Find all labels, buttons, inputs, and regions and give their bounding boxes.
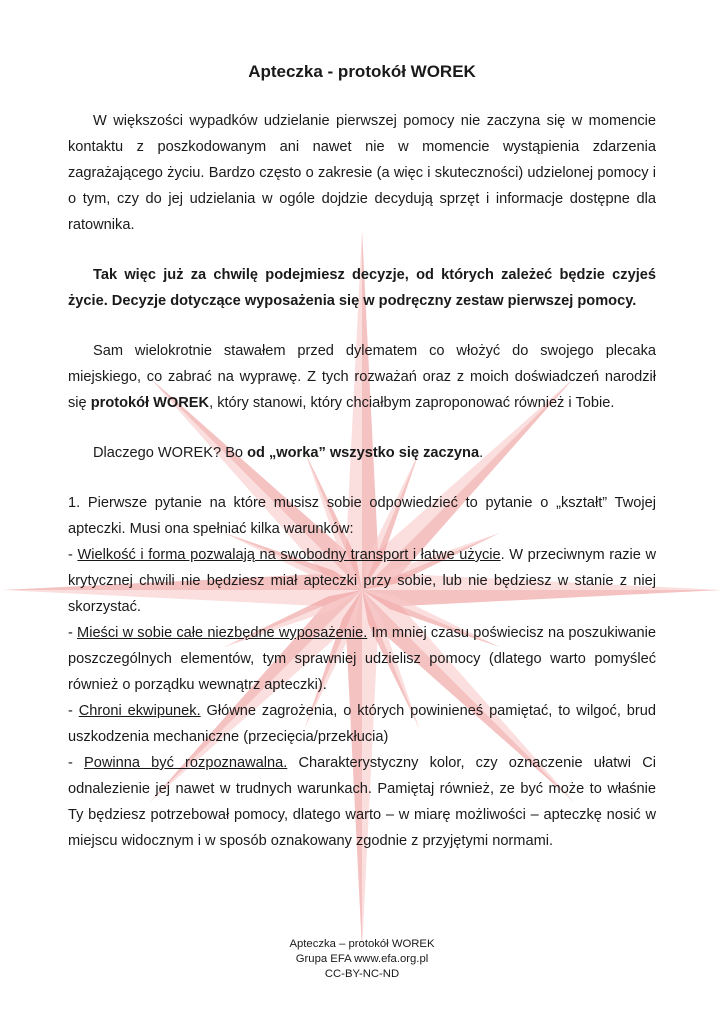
origin-text-after: , który stanowi, który chciałbym zaproponować również i Tobie. bbox=[209, 395, 615, 411]
why-text-after: . bbox=[479, 445, 484, 461]
footer-title: Apteczka – protokół WOREK bbox=[289, 938, 435, 950]
list-item-text: . W przeciwnym razie w krytycznej chwili nie będziesz miał apteczki przy sobie, lub nie będziesz w stanie z niej skorzystać. bbox=[68, 547, 656, 615]
list-dash: - bbox=[68, 703, 79, 719]
paragraph-intro: W większości wypadków udzielanie pierwszej pomocy nie zaczyna się w momencie kontaktu z poszkodowanym ani nawet nie w momencie wystąpienia zdarzenia zagrażającego życiu. Bardzo często o zakresie (a więc i skuteczności) udzielonej pomocy i o tym, czy do jej udzielania w ogóle dojdzie decydują sprzęt i informacje dostępne dla ratownika. bbox=[68, 113, 656, 233]
list-dash: - bbox=[68, 547, 78, 563]
list-item-heading: Mieści w sobie całe niezbędne wyposażenie. bbox=[77, 625, 368, 641]
list-item-text: Główne zagrożenia, o których powinieneś pamiętać, to wilgoć, brud uszkodzenia mechaniczne (przecięcia/przekłucia) bbox=[68, 703, 656, 745]
list-item-heading: Wielkość i forma pozwalają na swobodny transport i łatwe użycie bbox=[77, 547, 501, 563]
footer-org: Grupa EFA www.efa.org.pl bbox=[295, 953, 429, 965]
footer-license: CC-BY-NC-ND bbox=[324, 968, 400, 980]
decision-bold-text: Tak więc już za chwilę podejmiesz decyzje, od których zależeć będzie czyjeś życie. Decyzje dotyczące wyposażenia się w podręczny zestaw pierwszej pomocy. bbox=[68, 267, 656, 309]
paragraph-origin bbox=[68, 338, 656, 416]
list-item-heading: Chroni ekwipunek. bbox=[78, 703, 201, 719]
list-item bbox=[68, 620, 656, 698]
list-item bbox=[68, 542, 656, 620]
why-text-before: Dlaczego WOREK? Bo bbox=[93, 445, 248, 461]
document-body bbox=[68, 62, 656, 854]
origin-bold-text: protokół WOREK bbox=[90, 395, 210, 411]
paragraph-decision bbox=[68, 262, 656, 314]
list-item-heading: Powinna być rozpoznawalna. bbox=[84, 755, 288, 771]
list-item-text: Im mniej czasu poświecisz na poszukiwanie poszczególnych elementów, tym sprawniej udzielisz pomocy (dlatego warto pomyśleć również o porządku wewnątrz apteczki). bbox=[68, 625, 656, 693]
list-dash: - bbox=[68, 755, 85, 771]
why-bold-text: od „worka” wszystko się zaczyna bbox=[247, 445, 480, 461]
page-footer bbox=[0, 937, 724, 982]
list-item-text: Charakterystyczny kolor, czy oznaczenie ułatwi Ci odnalezienie jej nawet w trudnych warunkach. Pamiętaj również, ze być może to właśnie Ty będziesz potrzebował pomocy, dlatego warto – w miarę możliwości – apteczkę nosić w miejscu widocznym i w sposób oznakowany zgodnie z przyjętymi normami. bbox=[68, 755, 656, 849]
list-question: 1. Pierwsze pytanie na które musisz sobie odpowiedzieć to pytanie o „kształt” Twojej apteczki. Musi ona spełniać kilka warunków: bbox=[68, 495, 656, 537]
list-dash: - bbox=[68, 625, 78, 641]
list-item bbox=[68, 750, 656, 854]
list-item bbox=[68, 698, 656, 750]
paragraph-why bbox=[68, 440, 656, 466]
page-title: Apteczka - protokół WOREK bbox=[248, 62, 476, 81]
origin-text-before: Sam wielokrotnie stawałem przed dylematem co włożyć do swojego plecaka miejskiego, co zabrać na wyprawę. Z tych rozważań oraz z moich doświadczeń narodził się bbox=[68, 343, 656, 411]
